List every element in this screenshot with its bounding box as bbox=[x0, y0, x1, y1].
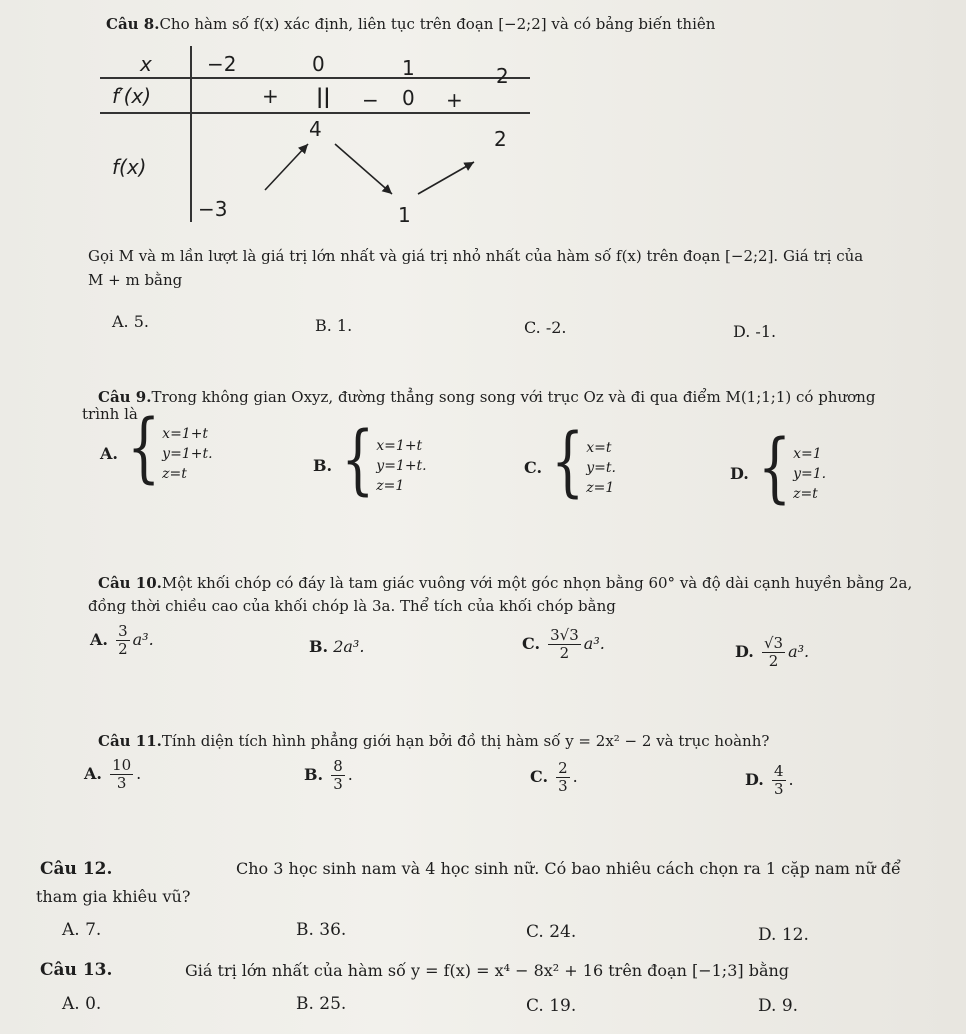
fp-sign-1: || bbox=[316, 84, 331, 108]
q11-a-num: 10 bbox=[112, 756, 132, 774]
q8-option-a: A. 5. bbox=[112, 312, 149, 331]
q9-d-row3: z=t bbox=[793, 486, 818, 502]
q11-stem bbox=[98, 731, 769, 751]
q11-d-tail: . bbox=[788, 770, 794, 789]
fp-sign-4: + bbox=[446, 88, 463, 112]
q8-option-d: D. -1. bbox=[733, 322, 777, 341]
q10-a-tail: a³. bbox=[132, 630, 154, 649]
q10-c-num: 3√3 bbox=[550, 626, 579, 644]
q10-option-d-letter: D. bbox=[735, 642, 754, 661]
q8-option-c: C. -2. bbox=[524, 318, 567, 337]
q8-body-line2: M + m bằng bbox=[88, 271, 183, 289]
q11-c-den: 3 bbox=[558, 777, 568, 795]
q12-label: Câu 12. bbox=[40, 859, 113, 879]
q10-stem-line1 bbox=[98, 573, 912, 593]
q9-option-d-letter: D. bbox=[730, 464, 749, 483]
q11-option-d-letter: D. bbox=[745, 770, 764, 789]
q11-c-num: 2 bbox=[558, 759, 568, 777]
q8-stem-text: Cho hàm số f(x) xác định, liên tục trên đoạn [−2;2] và có bảng biến thiên bbox=[159, 15, 716, 33]
q8-body-line1: Gọi M và m lần lượt là giá trị lớn nhất và giá trị nhỏ nhất của hàm số f(x) trên đoạn [−2;2]. Giá trị của bbox=[88, 247, 864, 265]
q9-d-row2: y=1. bbox=[793, 466, 827, 482]
q12-option-d: D. 12. bbox=[758, 925, 809, 945]
row-label-fprime: f′(x) bbox=[112, 84, 152, 108]
x-value-1: 0 bbox=[312, 52, 325, 76]
row-label-f: f(x) bbox=[112, 155, 147, 179]
q9-stem-line1 bbox=[98, 387, 875, 407]
q12-option-b: B. 36. bbox=[296, 920, 347, 940]
arrow-down bbox=[335, 144, 392, 194]
q10-c-tail: a³. bbox=[583, 634, 605, 653]
q8-option-b: B. 1. bbox=[315, 316, 353, 335]
q9-c-row3: z=1 bbox=[586, 480, 615, 496]
q10-stem-text: Một khối chóp có đáy là tam giác vuông với một góc nhọn bằng 60° và độ dài cạnh huyền bằng 2a, bbox=[161, 574, 913, 592]
variation-arrows bbox=[230, 130, 490, 210]
x-value-3: 2 bbox=[496, 64, 509, 88]
q11-stem-text: Tính diện tích hình phẳng giới hạn bởi đồ thị hàm số y = 2x² − 2 và trục hoành? bbox=[161, 732, 770, 750]
q12-option-a: A. 7. bbox=[62, 920, 102, 940]
row-label-x: x bbox=[140, 52, 152, 76]
q10-option-c-letter: C. bbox=[522, 634, 541, 653]
q12-stem-line1: Cho 3 học sinh nam và 4 học sinh nữ. Có bao nhiêu cách chọn ra 1 cặp nam nữ để bbox=[236, 859, 901, 878]
q9-option-b-letter: B. bbox=[313, 456, 333, 475]
q10-option-b-letter: B. bbox=[309, 637, 329, 656]
q9-d-row1: x=1 bbox=[793, 446, 822, 462]
q13-label: Câu 13. bbox=[40, 960, 113, 980]
q8-label: Câu 8. bbox=[106, 15, 160, 33]
q12-option-c: C. 24. bbox=[526, 922, 577, 942]
q9-a-row3: z=t bbox=[162, 466, 187, 482]
q11-label: Câu 11. bbox=[98, 732, 162, 750]
q11-option-c-letter: C. bbox=[530, 767, 549, 786]
q11-b-tail: . bbox=[347, 765, 353, 784]
q10-option-a bbox=[90, 620, 154, 660]
q10-d-num: √3 bbox=[763, 634, 784, 652]
q10-stem-line2: đồng thời chiều cao của khối chóp là 3a. Thể tích của khối chóp bằng bbox=[88, 597, 616, 615]
q13-option-d: D. 9. bbox=[758, 996, 799, 1016]
x-value-2: 1 bbox=[402, 56, 415, 80]
q10-d-tail: a³. bbox=[788, 642, 810, 661]
f-value-3: 1 bbox=[398, 203, 411, 227]
q11-b-num: 8 bbox=[333, 757, 343, 775]
q10-c-den: 2 bbox=[559, 644, 570, 662]
q12-stem-line2: tham gia khiêu vũ? bbox=[36, 887, 191, 906]
f-value-0: 4 bbox=[309, 117, 322, 141]
q13-option-b: B. 25. bbox=[296, 994, 347, 1014]
fp-sign-3: 0 bbox=[402, 86, 415, 110]
q11-option-c bbox=[530, 757, 578, 797]
q11-a-tail: . bbox=[136, 764, 142, 783]
q8-stem bbox=[106, 14, 715, 34]
q11-a-den: 3 bbox=[116, 774, 127, 792]
fp-sign-0: + bbox=[262, 84, 279, 108]
q10-b-text: 2a³. bbox=[333, 637, 365, 656]
q9-stem-line2: trình là bbox=[82, 405, 138, 423]
q9-label: Câu 9. bbox=[98, 388, 152, 406]
q9-option-c: C. { x=t y=t. z=1 bbox=[524, 418, 616, 506]
q9-a-row1: x=1+t bbox=[162, 426, 209, 442]
q10-option-a-letter: A. bbox=[90, 630, 108, 649]
q9-option-a: A. { x=1+t y=1+t. z=t bbox=[100, 404, 213, 492]
q10-a-den: 2 bbox=[118, 640, 128, 658]
q9-b-row1: x=1+t bbox=[376, 438, 423, 454]
q9-c-row1: x=t bbox=[586, 440, 612, 456]
arrow-up-1 bbox=[265, 144, 308, 190]
q11-d-den: 3 bbox=[773, 780, 784, 798]
q11-option-a bbox=[84, 754, 141, 794]
q11-c-tail: . bbox=[572, 767, 578, 786]
q9-b-row2: y=1+t. bbox=[376, 458, 427, 474]
q9-c-row2: y=t. bbox=[586, 460, 616, 476]
f-value-1: 2 bbox=[494, 127, 507, 151]
q11-d-num: 4 bbox=[773, 762, 784, 780]
q9-a-row2: y=1+t. bbox=[162, 446, 213, 462]
q11-option-b-letter: B. bbox=[304, 765, 324, 784]
q11-b-den: 3 bbox=[333, 775, 343, 793]
q9-stem-text: Trong không gian Oxyz, đường thẳng song song với trục Oz và đi qua điểm M(1;1;1) có phương bbox=[151, 388, 876, 406]
q10-d-den: 2 bbox=[768, 652, 779, 670]
q9-option-b: B. { x=1+t y=1+t. z=1 bbox=[313, 416, 427, 504]
q11-option-b bbox=[304, 755, 353, 795]
q9-option-a-letter: A. bbox=[100, 444, 118, 463]
fp-sign-2: − bbox=[362, 88, 379, 112]
q9-option-c-letter: C. bbox=[524, 458, 543, 477]
q9-option-d: D. { x=1 y=1. z=t bbox=[730, 424, 827, 512]
q10-label: Câu 10. bbox=[98, 574, 162, 592]
arrow-up-2 bbox=[418, 162, 474, 194]
q9-b-row3: z=1 bbox=[376, 478, 405, 494]
q10-option-d bbox=[735, 632, 809, 672]
q13-option-c: C. 19. bbox=[526, 996, 577, 1016]
q13-stem: Giá trị lớn nhất của hàm số y = f(x) = x⁴ − 8x² + 16 trên đoạn [−1;3] bằng bbox=[185, 961, 790, 980]
f-value-2: −3 bbox=[198, 197, 228, 221]
x-value-0: −2 bbox=[207, 52, 237, 76]
q10-option-c bbox=[522, 624, 605, 664]
q10-a-num: 3 bbox=[118, 622, 128, 640]
q11-option-a-letter: A. bbox=[84, 764, 102, 783]
q11-option-d bbox=[745, 760, 794, 800]
q10-option-b bbox=[309, 637, 364, 657]
q13-option-a: A. 0. bbox=[62, 994, 102, 1014]
